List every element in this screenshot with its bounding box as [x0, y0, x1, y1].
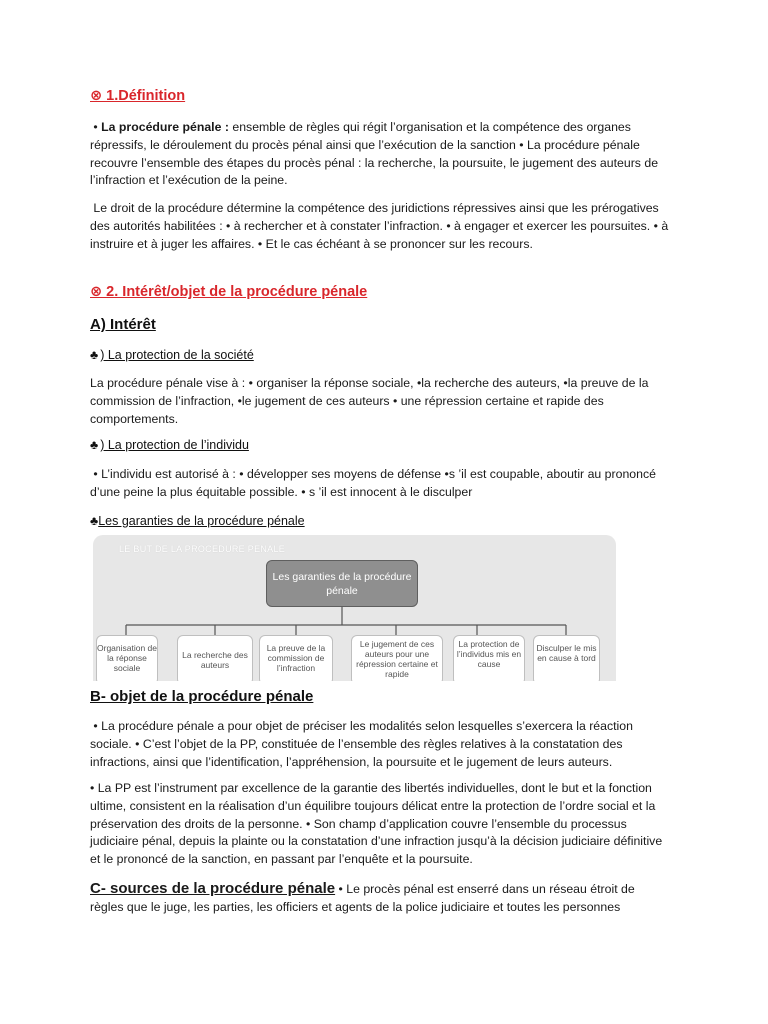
diagram-root-node: Les garanties de la procédure pénale — [266, 560, 418, 607]
objet-paragraph-2: • La PP est l’instrument par excellence de la garantie des libertés individuelles, dont le but et la fonction ultime, consistent en la réalisation d’un équilibre toujours délicat entre la protection de l’ordre social et la préservation des droits de la personne. • Son champ d’application couvre l’ensemble du processus judiciaire pénal, depuis la plainte ou la constatation d’une infraction jusqu’à la décision judiciaire définitive et le prononcé de la sanction, en passant par l’enquête et la poursuite. — [90, 781, 663, 867]
protection-societe-paragraph: La procédure pénale vise à : • organiser la réponse sociale, •la recherche des auteurs, •la preuve de la commission de l’infraction, •le jugement de ces auteurs • une répression certaine et rapide des comportements. — [90, 376, 649, 426]
subheading-label: ) La protection de l’individu — [100, 438, 249, 452]
diagram-node-protection: La protection de l’individus mis en cause — [453, 635, 525, 681]
diagram-node-recherche: La recherche des auteurs — [177, 635, 253, 681]
section-2-heading: ⊗ 2. Intérêt/objet de la procédure pénale — [90, 284, 368, 300]
diagram-node-disculper: Disculper le mis en cause à tord — [533, 635, 600, 681]
interet-heading: A) Intérêt — [90, 316, 156, 333]
diagram-node-preuve: La preuve de la commission de l’infraction — [259, 635, 333, 681]
objet-paragraph-1 — [90, 718, 670, 771]
diagram-node-jugement: Le jugement de ces auteurs pour une répression certaine et rapide — [351, 635, 443, 681]
section-1-heading: ⊗ 1.Définition — [90, 88, 186, 104]
competence-paragraph — [90, 200, 670, 253]
subheading-garanties — [90, 514, 305, 528]
diagram-node-organisation: Organisation de la réponse sociale — [96, 635, 158, 681]
subheading-protection-societe — [90, 348, 254, 362]
definition-text: ensemble de règles qui régit l’organisation et la compétence des organes répressifs, le déroulement du procès pénal ainsi que l’exécution de la sanction • La procédure pénale recouvre l’ensemble des étapes du procès pénal : la recherche, la poursuite, le jugement des auteurs de l’infraction et l’exécution de la peine. — [90, 120, 659, 188]
competence-text: Le droit de la procédure détermine la compétence des juridictions répressives ainsi que les prérogatives des autorités habilitées : • à rechercher et à constater l’infraction. • à engager et exercer les poursuites. • à instruire et à juger les affaires. • Et le cas échéant à se prononcer sur les recours. — [90, 201, 669, 251]
diagram-title: LE BUT DE LA PROCEDURE PENALE — [119, 544, 286, 554]
protection-individu-text: • L’individu est autorisé à : • développer ses moyens de défense •s ’il est coupable, aboutir au prononcé d’une peine la plus équitable possible. • s ’il est innocent à le disculper — [90, 467, 656, 499]
subheading-protection-individu — [90, 438, 249, 452]
sources-text: • Le procès pénal est enserré dans un réseau étroit de règles que le juge, les parties, les officiers et agents de la police judiciaire et toutes les personnes — [90, 882, 635, 914]
definition-bullet: • — [93, 120, 102, 134]
objet-text-1: • La procédure pénale a pour objet de préciser les modalités selon lesquelles s’exercera la réaction sociale. • C’est l’objet de la PP, constituée de l’ensemble des règles relatives à la constatation des infractions, ainsi que l’identification, l’appréhension, la poursuite et le jugement de leurs auteurs. — [90, 719, 633, 769]
club-icon: ♣ — [90, 348, 99, 362]
subheading-label: Les garanties de la procédure pénale — [98, 514, 305, 528]
protection-individu-paragraph — [90, 466, 670, 502]
definition-paragraph — [90, 119, 670, 190]
club-icon: ♣ — [90, 514, 99, 528]
subheading-label: ) La protection de la société — [100, 348, 254, 362]
club-icon: ♣ — [90, 438, 99, 452]
objet-heading: B- objet de la procédure pénale — [90, 688, 314, 705]
sources-heading: C- sources de la procédure pénale — [90, 880, 336, 897]
garanties-diagram — [93, 535, 616, 681]
sources-paragraph — [90, 880, 670, 917]
definition-term: La procédure pénale : — [101, 120, 229, 134]
